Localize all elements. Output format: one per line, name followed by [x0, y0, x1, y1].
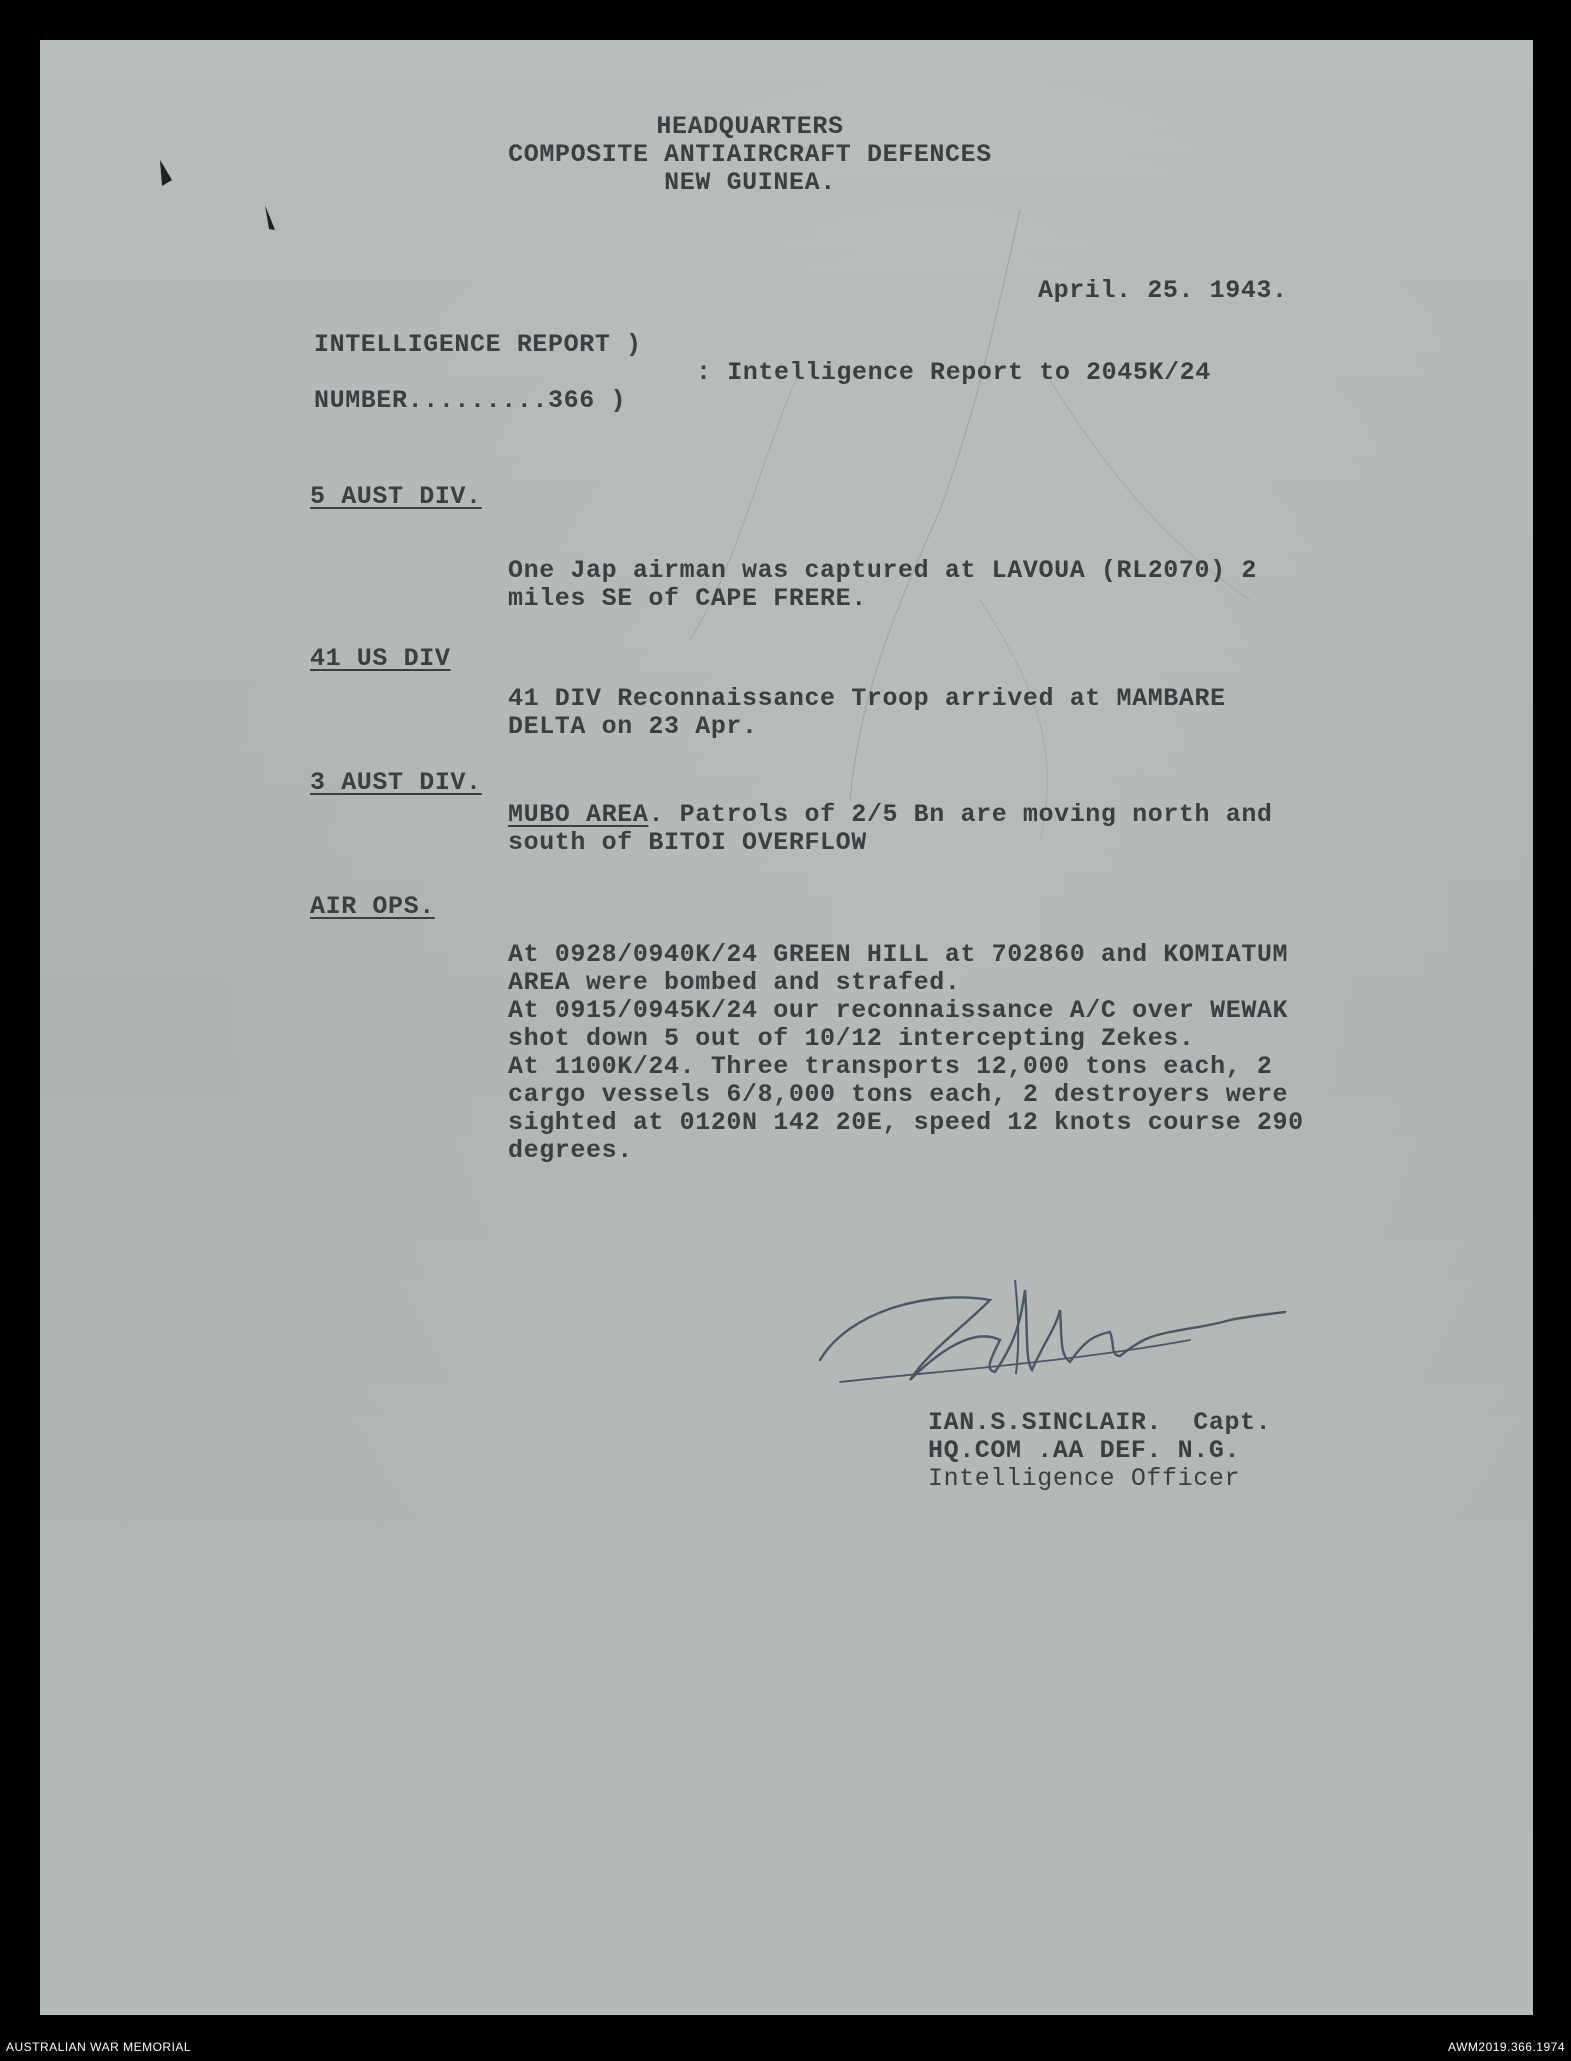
header-line-headquarters: HEADQUARTERS: [656, 112, 844, 141]
report-number: NUMBER.........366 ): [314, 386, 627, 415]
air-ops-line-7: sighted at 0120N 142 20E, speed 12 knots course 290: [508, 1108, 1304, 1137]
mubo-area-label: MUBO AREA: [508, 800, 649, 829]
section-heading-5-aust-div: 5 AUST DIV.: [310, 482, 482, 511]
report-date: April. 25. 1943.: [1038, 276, 1288, 305]
report-label: INTELLIGENCE REPORT ): [314, 330, 642, 359]
section-3-aust-div-line-1: [508, 800, 1273, 830]
footer-accession-number: AWM2019.366.1974: [1448, 2040, 1565, 2054]
section-41-us-div-line-2: DELTA on 23 Apr.: [508, 712, 758, 741]
section-5-aust-div-line-1: One Jap airman was captured at LAVOUA (RL2070) 2: [508, 556, 1257, 585]
signatory-unit: HQ.COM .AA DEF. N.G.: [928, 1436, 1241, 1465]
air-ops-line-2: AREA were bombed and strafed.: [508, 968, 961, 997]
header-line-new-guinea: NEW GUINEA.: [664, 168, 836, 197]
air-ops-line-3: At 0915/0945K/24 our reconnaissance A/C over WEWAK: [508, 996, 1289, 1025]
section-heading-3-aust-div: 3 AUST DIV.: [310, 768, 482, 797]
signatory-name: IAN.S.SINCLAIR. Capt.: [928, 1408, 1272, 1437]
air-ops-line-4: shot down 5 out of 10/12 intercepting Zekes.: [508, 1024, 1195, 1053]
signatory-title: Intelligence Officer: [928, 1464, 1241, 1493]
document-page: [40, 40, 1533, 2015]
handwritten-signature: [810, 1270, 1290, 1400]
air-ops-line-8: degrees.: [508, 1136, 633, 1165]
mubo-area-text: . Patrols of 2/5 Bn are moving north and: [648, 800, 1273, 829]
section-5-aust-div-line-2: miles SE of CAPE FRERE.: [508, 584, 867, 613]
report-subject: : Intelligence Report to 2045K/24: [696, 358, 1211, 387]
section-41-us-div-line-1: 41 DIV Reconnaissance Troop arrived at MAMBARE: [508, 684, 1226, 713]
footer-archive-name: AUSTRALIAN WAR MEMORIAL: [6, 2040, 192, 2054]
section-heading-air-ops: AIR OPS.: [310, 892, 435, 921]
air-ops-line-6: cargo vessels 6/8,000 tons each, 2 destroyers were: [508, 1080, 1289, 1109]
air-ops-line-5: At 1100K/24. Three transports 12,000 tons each, 2: [508, 1052, 1273, 1081]
section-3-aust-div-line-2: south of BITOI OVERFLOW: [508, 828, 867, 857]
section-heading-41-us-div: 41 US DIV: [310, 644, 451, 673]
header-line-composite: COMPOSITE ANTIAIRCRAFT DEFENCES: [508, 140, 992, 169]
air-ops-line-1: At 0928/0940K/24 GREEN HILL at 702860 and KOMIATUM: [508, 940, 1289, 969]
